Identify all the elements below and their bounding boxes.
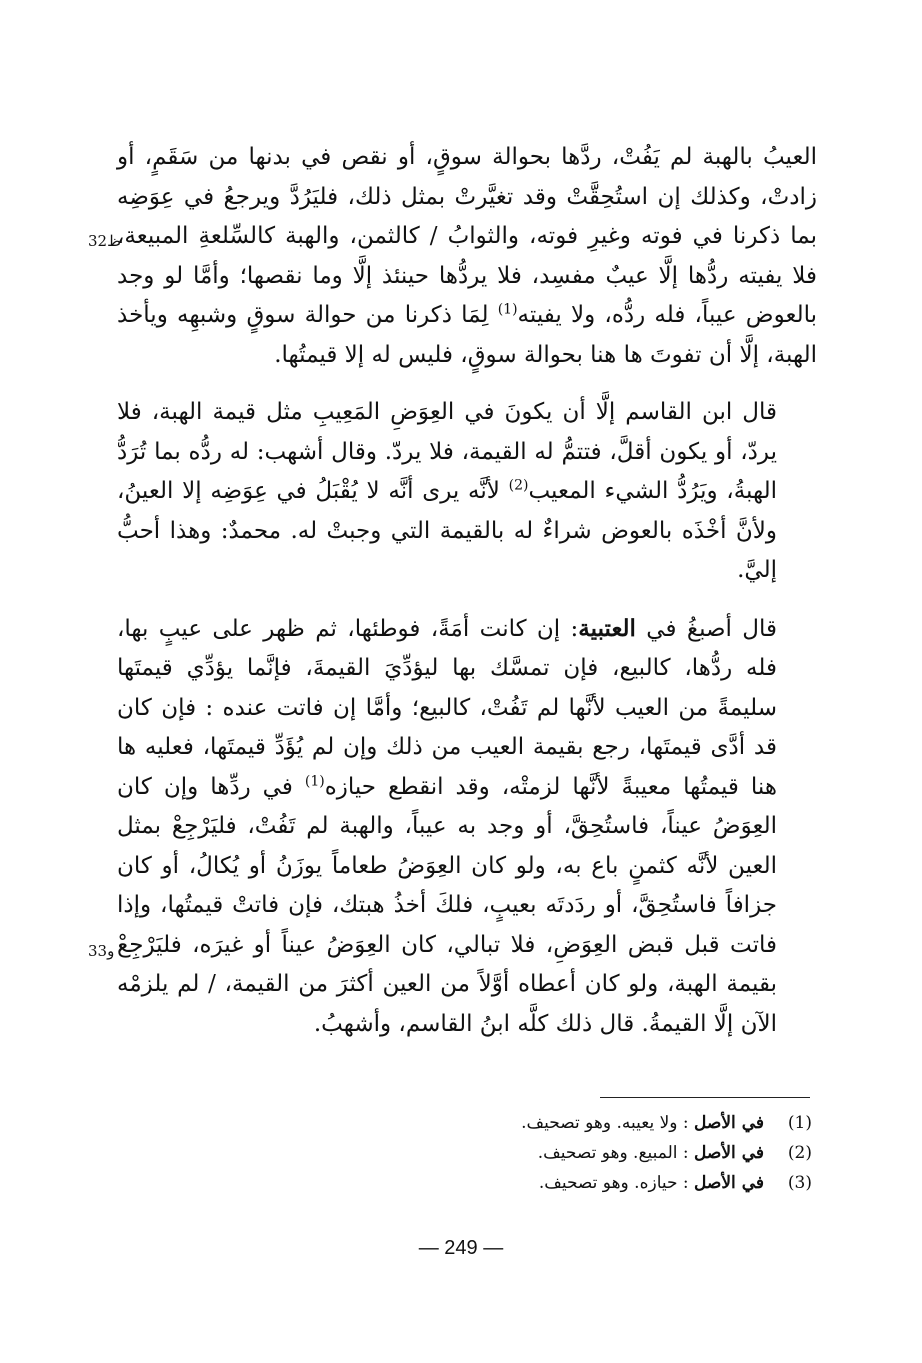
paragraph-1 bbox=[117, 138, 817, 375]
paragraph-text-rest: لِمَا ذكرنا من حوالة سوقٍ وشبهِه ويأخذ الهبة، إلَّا أن تفوتَ ها هنا بحوالة سوقٍ، فليس له إلا قيمتُها. bbox=[117, 302, 817, 368]
footnote-label: في الأصل bbox=[694, 1113, 764, 1133]
margin-note-folio: و33 bbox=[88, 942, 115, 960]
paragraph-text: قال ابن القاسم إلَّا أن يكونَ في العِوَضِ المَعِيبِ مثل قيمة الهبة، فلا يردّ، أو يكون أقلَّ، فتتمُّ له القيمة، فلا يردّ. وقال أشهب: له ردُّه بما تُرَدُّ الهبةُ، ويَرُدُّ الشيء المعيب bbox=[117, 399, 777, 504]
footnote-item bbox=[312, 1138, 812, 1168]
footnote-ref: (1) bbox=[497, 301, 518, 318]
footnote-text: : حيازه. وهو تصحيف. bbox=[538, 1173, 695, 1193]
paragraph-text: العيبُ بالهبة لم يَفُتْ، ردَّها بحوالة سوقٍ، أو نقص في بدنها من سَقَمٍ، أو زادتْ، وكذلك إن استُحِقَّتْ وقد تغيَّرتْ بمثل ذلك، فليَرُدَّ ويرجعُ في عِوَضِه بما ذكرنا في فوته وغيرِ فوته، والثوابُ / كالثمن، والهبة كالسِّلعةِ المبيعة، فلا يفيته ردُّها إلَّا عيبٌ مفسِد، فلا يردُّها حينئذ إلَّا وما نقصها؛ وأمَّا لو وجد بالعوض عيباً، فله ردُّه، ولا يفيته bbox=[117, 144, 817, 328]
footnotes bbox=[312, 1108, 812, 1198]
main-text bbox=[117, 138, 817, 1044]
footnote-ref: (2) bbox=[508, 477, 529, 494]
footnote-ref: (1) bbox=[304, 772, 325, 789]
footnote-label: في الأصل bbox=[694, 1143, 764, 1163]
paragraph-lead: قال أصبغُ في bbox=[635, 615, 777, 642]
footnote-number: (3) bbox=[787, 1173, 812, 1193]
source-title: العتبية bbox=[578, 614, 636, 642]
footnote-number: (1) bbox=[787, 1113, 812, 1133]
footnote-number: (2) bbox=[787, 1143, 812, 1163]
page-number: — 249 — bbox=[418, 1237, 504, 1259]
footnote-item bbox=[312, 1108, 812, 1138]
footnote-item bbox=[312, 1168, 812, 1198]
margin-note-folio: ظ32 bbox=[88, 232, 121, 250]
paragraph-3 bbox=[117, 609, 817, 1045]
footnote-divider bbox=[600, 1097, 810, 1098]
paragraph-text: : إن كانت أمَةً، فوطئها، ثم ظهر على عيبٍ بها، فله ردُّها، كالبيع، فإن تمسَّك بها ليؤدِّيَ القيمةَ، فإنَّما يؤدِّي قيمتَها سليمةً من العيب لأنَّها لم تَفُتْ، كالبيع؛ وأمَّا إن فاتت عنده : فإن كان قد أدَّى قيمتَها، رجع بقيمة العيب من ذلك وإن لم يُؤَدِّ قيمتَها، فعليه ها هنا قيمتُها معيبةً لأنَّها لزمتْه، وقد انقطع حيازه bbox=[117, 615, 777, 800]
footnote-label: في الأصل bbox=[694, 1173, 764, 1193]
paragraph-2 bbox=[117, 393, 817, 591]
paragraph-text-rest: في ردِّها وإن كان العِوَضُ عيناً، فاستُحِقَّ، أو وجد به عيباً، والهبة لم تَفُتْ، فليَرْجِعْ بمثل العين لأنَّه كثمنٍ باع به، ولو كان العِوَضُ طعاماً يوزَنُ أو يُكالُ، أو كان جزافاً فاستُحِقَّ، أو ردَدتَه بعيبٍ، فلكَ أخذُ هبتك، فإن فاتتْ قيمتُها، وإذا فاتت قبل قبض العِوَضِ، فلا تبالي، كان العِوَضُ عيناً أو غيرَه، فليَرْجِعْ بقيمة الهبة، ولو كان أعطاه أوَّلاً من العين أكثرَ من القيمة، / لم يلزمْه الآن إلَّا القيمةُ. قال ذلك كلَّه ابنُ القاسم، وأشهبُ. bbox=[117, 773, 777, 1037]
footnote-text: : المبيع. وهو تصحيف. bbox=[537, 1143, 695, 1163]
paragraph-text-rest: لأنَّه يرى أنَّه لا يُقْبَلُ في عِوَضِه إلا العينُ، ولأنَّ أخْذَه بالعوض شراءٌ له بالقيمة التي وجبتْ له. محمدٌ: وهذا أحبُّ إليَّ. bbox=[117, 478, 777, 583]
footnote-text: : ولا يعيبه. وهو تصحيف. bbox=[521, 1113, 695, 1133]
